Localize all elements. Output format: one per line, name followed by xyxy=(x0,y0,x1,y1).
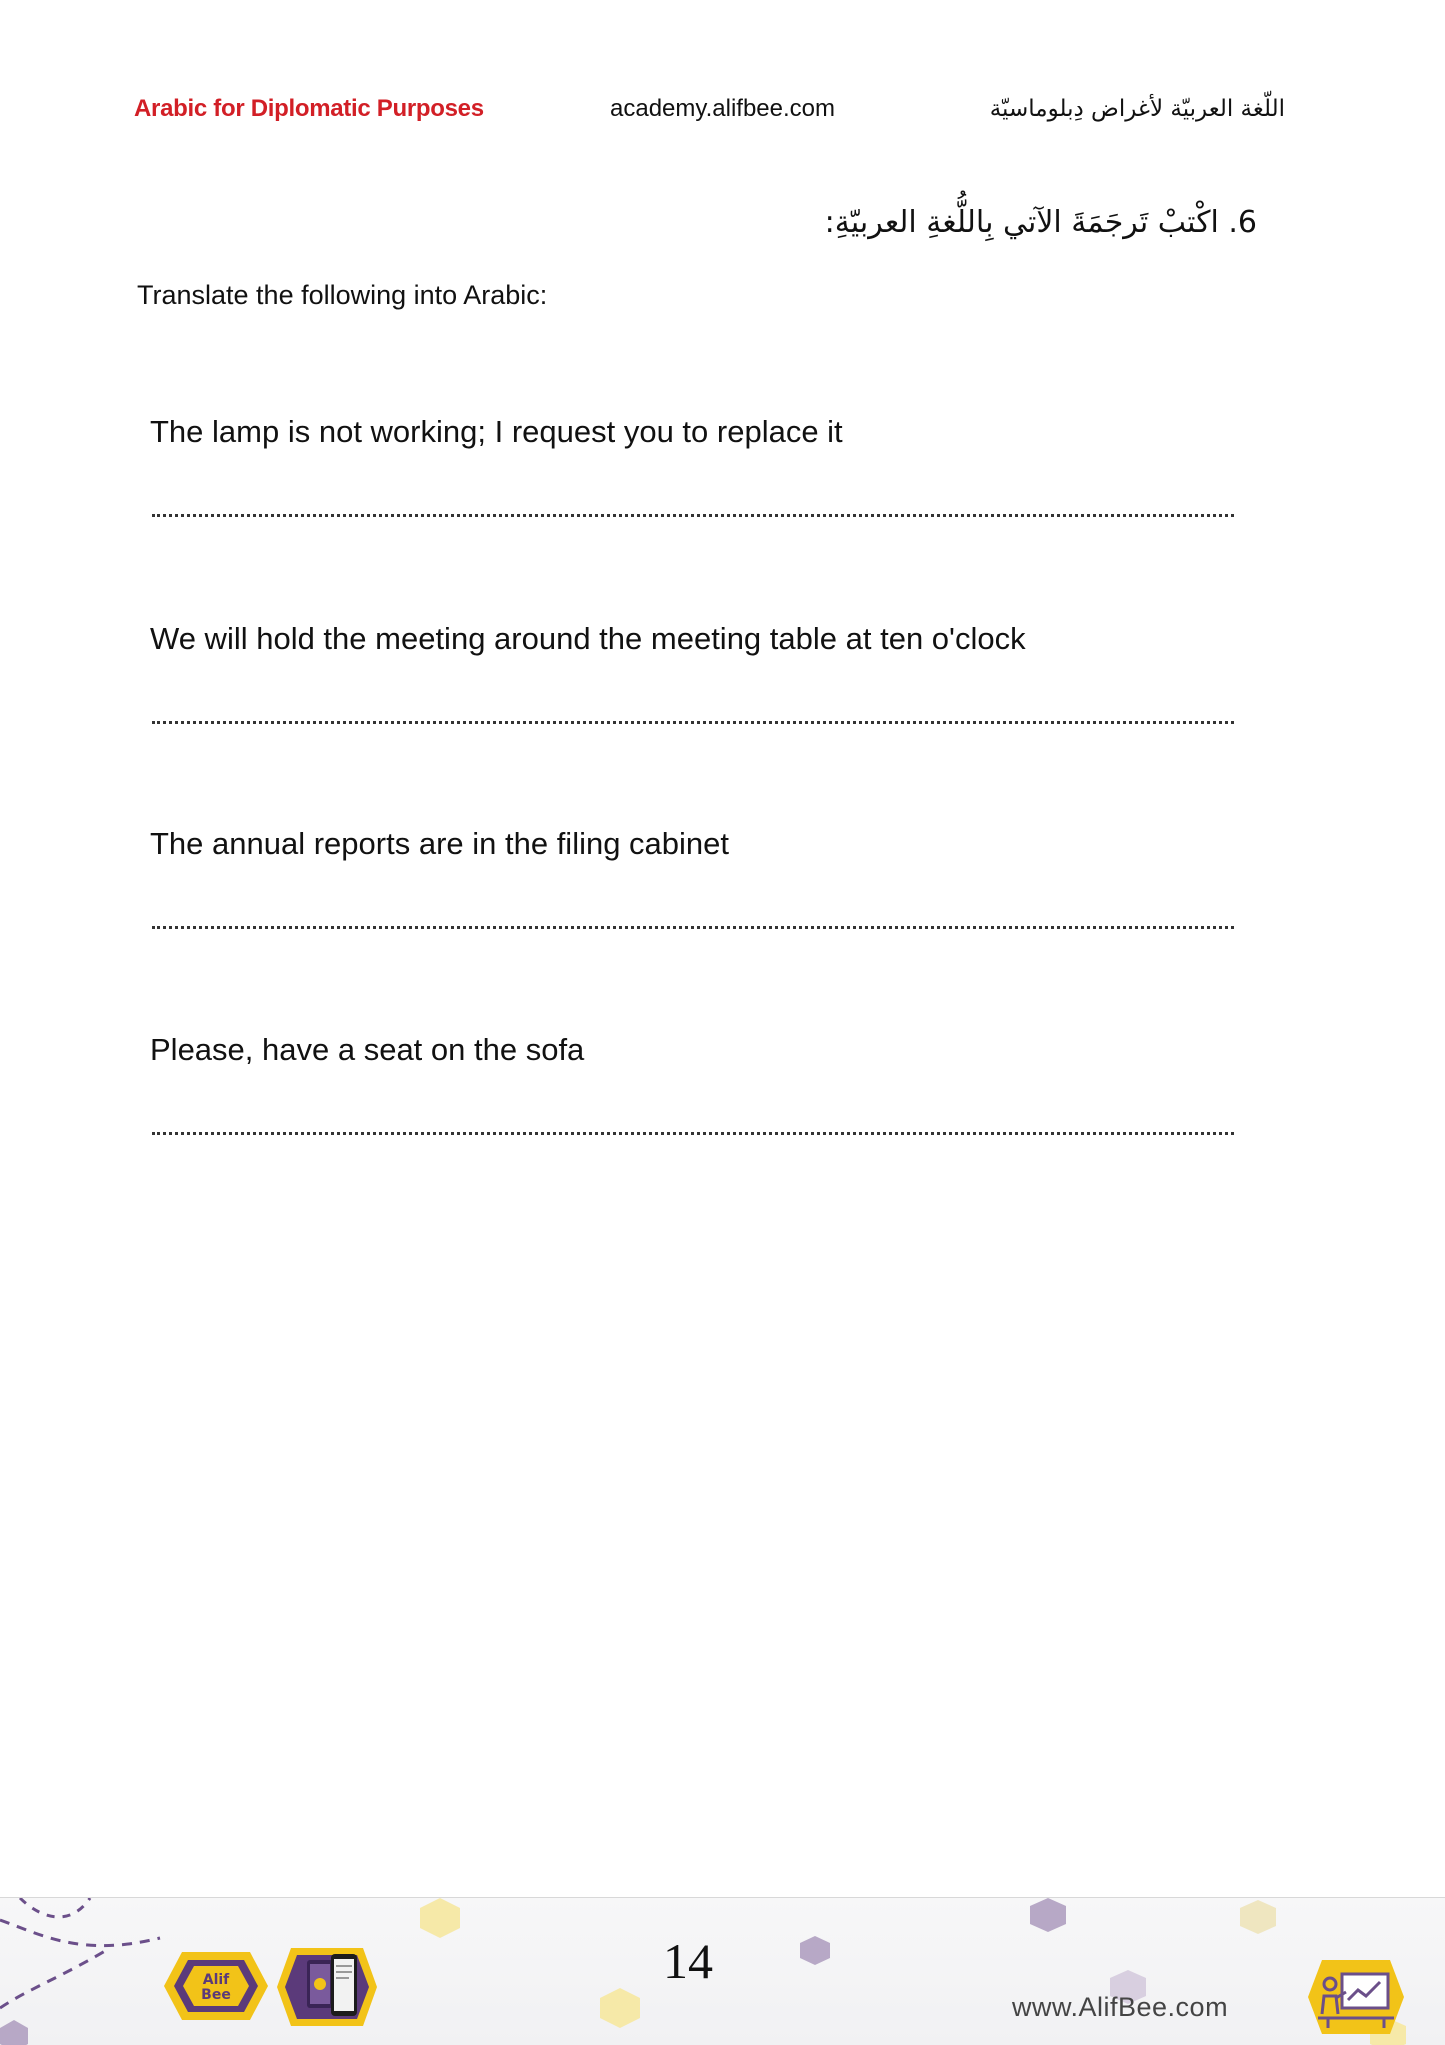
translation-item xyxy=(150,617,1240,661)
course-title: Arabic for Diplomatic Purposes xyxy=(134,95,484,122)
translation-item xyxy=(150,1028,1240,1072)
course-title-arabic: اللّغة العربيّة لأغراض دِبلوماسيّة xyxy=(989,96,1285,122)
answer-line[interactable] xyxy=(152,926,1234,929)
teacher-board-icon xyxy=(1308,1958,1404,2036)
answer-line[interactable] xyxy=(152,1132,1234,1135)
logo-text-line2: Bee xyxy=(201,1987,231,2003)
website-link[interactable]: www.AlifBee.com xyxy=(1012,1992,1229,2022)
page-number: 14 xyxy=(663,1933,713,1989)
alifbee-logo-icon xyxy=(164,1950,268,2022)
academy-url[interactable]: academy.alifbee.com xyxy=(610,95,835,122)
translation-item xyxy=(150,822,1240,866)
logo-text-line1: Alif xyxy=(202,1972,230,1988)
source-sentence: The lamp is not working; I request you to replace it xyxy=(150,414,843,449)
source-sentence: We will hold the meeting around the meeting table at ten o'clock xyxy=(150,621,1026,656)
mobile-app-icon xyxy=(277,1946,377,2028)
source-sentence: Please, have a seat on the sofa xyxy=(150,1032,585,1067)
exercise-instruction: Translate the following into Arabic: xyxy=(137,280,548,310)
answer-line[interactable] xyxy=(152,721,1234,724)
exercise-title: 6. اكْتبْ تَرجَمَةَ الآتي بِاللُّغةِ العربيّةِ: xyxy=(824,205,1257,240)
page-footer xyxy=(0,1897,1445,2045)
source-sentence: The annual reports are in the filing cabinet xyxy=(150,826,730,861)
translation-item xyxy=(150,410,1240,454)
answer-line[interactable] xyxy=(152,514,1234,517)
